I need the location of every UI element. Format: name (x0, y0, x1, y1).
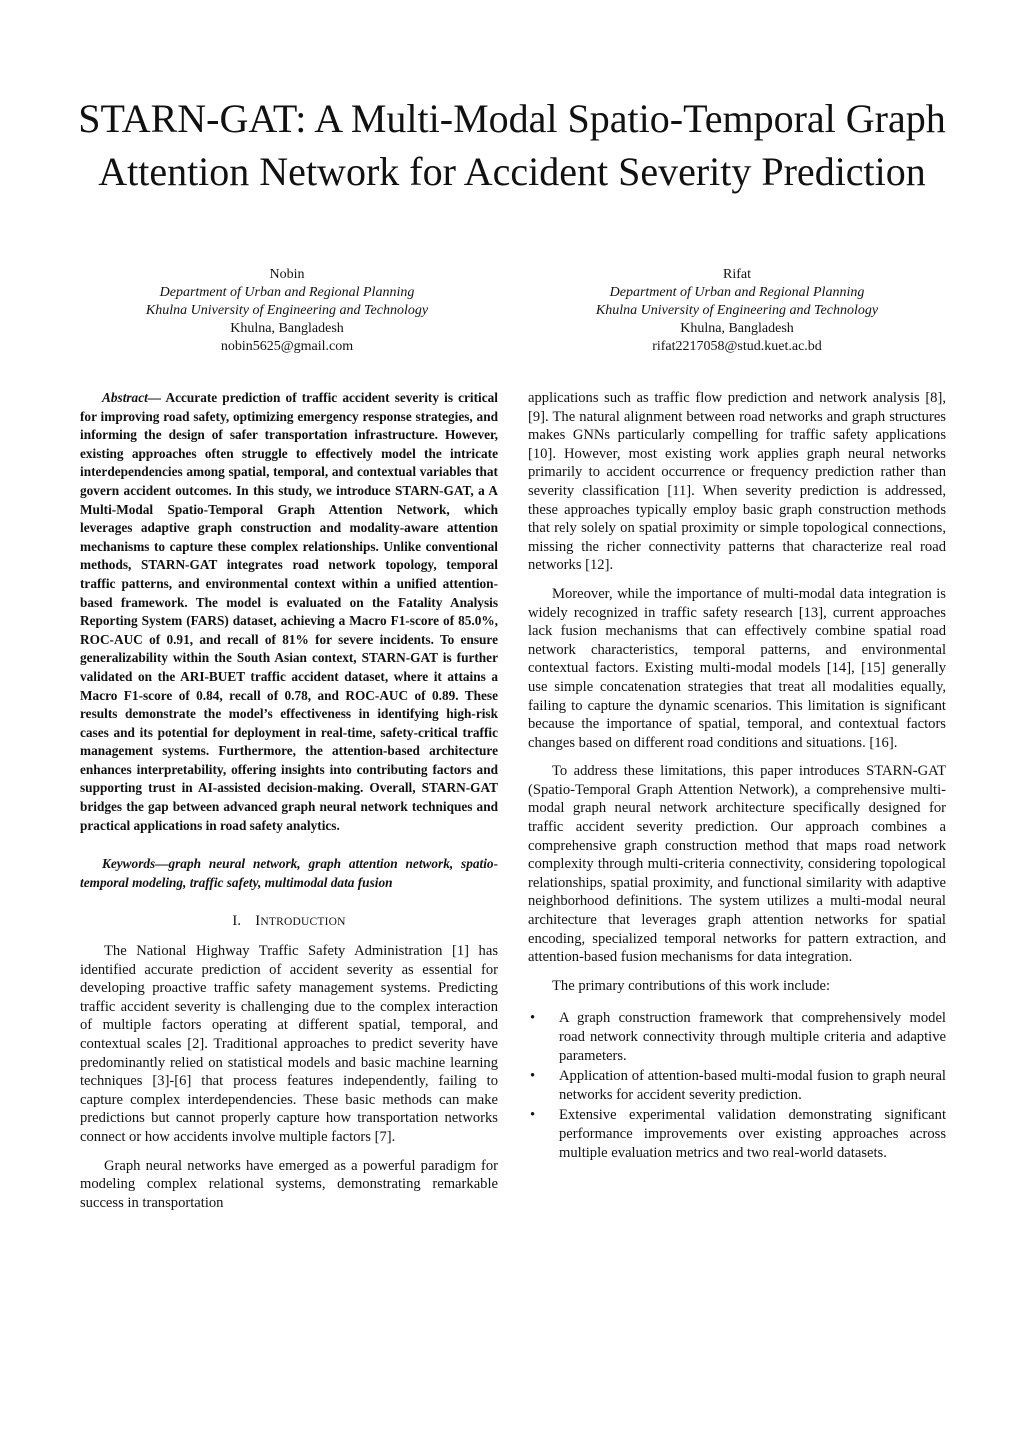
body-paragraph: Graph neural networks have emerged as a powerful paradigm for modeling complex relational systems, demonstrating remarkable success in transportation (80, 1157, 498, 1211)
author-location: Khulna, Bangladesh (680, 321, 794, 336)
abstract (80, 389, 498, 835)
author-email: rifat2217058@stud.kuet.ac.bd (652, 339, 822, 354)
author-university: Khulna University of Engineering and Technology (145, 303, 429, 318)
author-department: Department of Urban and Regional Planning (159, 285, 415, 300)
section-number: I. (232, 913, 242, 930)
body-paragraph: applications such as traffic flow prediction and network analysis [8], [9]. The natural alignment between road networks and graph structures makes GNNs particularly compelling for traffic safety applications [10]. However, most existing work applies graph neural networks primarily to accident occurrence or frequency prediction rather than severity classification [11]. When severity prediction is addressed, these approaches typically employ basic graph construction methods that rely solely on spatial proximity or simple topological connections, missing the richer connectivity patterns that characterize real road networks [12]. (528, 390, 946, 574)
author-block-2 (537, 266, 937, 356)
abstract-label: Abstract— (102, 390, 162, 405)
section-title-initial: I (255, 913, 261, 930)
list-item (528, 1009, 946, 1065)
body-paragraph: The National Highway Traffic Safety Administration [1] has identified accurate prediction of accident severity as essential for developing proactive traffic safety management systems. Predicting traffic accident severity is challenging due to the complex interaction of multiple factors operating at different spatial, temporal, and contextual scales [2]. Traditional approaches to predict severity have predominantly relied on statistical models and basic machine learning techniques [3]-[6] that process features independently, failing to capture complex interdependencies. These basic methods can make predictions but cannot properly capture how transportation networks connect or how accidents involve multiple factors [7]. (80, 943, 498, 1145)
contributions-list (528, 1009, 946, 1162)
abstract-text: Accurate prediction of traffic accident severity is critical for improving road safety, optimizing emergency response strategies, and informing the design of safer transportation infrastructure. However, existing approaches often struggle to effectively model the intricate interdependencies among spatial, temporal, and contextual variables that govern accident outcomes. In this study, we introduce STARN-GAT, a A Multi-Modal Spatio-Temporal Graph Attention Network, which leverages adaptive graph construction and modality-aware attention mechanisms to capture these complex relationships. Unlike conventional methods, STARN-GAT integrates road network topology, temporal traffic patterns, and environmental context within a unified attention-based framework. The model is evaluated on the Fatality Analysis Reporting System (FARS) dataset, achieving a Macro F1-score of 85.0%, ROC-AUC of 0.91, and recall of 81% for severe incidents. To ensure generalizability within the South Asian context, STARN-GAT is further validated on the ARI-BUET traffic accident dataset, where it attains a Macro F1-score of 0.84, recall of 0.78, and ROC-AUC of 0.89. These results demonstrate the model’s effectiveness in identifying high-risk cases and its potential for deployment in real-time, safety-critical traffic management systems. Furthermore, the attention-based architecture enhances interpretability, offering insights into contributing factors and supporting trust in AI-assisted decision-making. Overall, STARN-GAT bridges the gap between advanced graph neural network techniques and practical applications in road safety analytics. (80, 390, 498, 833)
author-name: Nobin (269, 267, 305, 282)
paper-title: STARN-GAT: A Multi-Modal Spatio-Temporal Graph Attention Network for Accident Severity Prediction (78, 96, 946, 194)
section-heading-introduction (80, 912, 498, 932)
list-item (528, 1067, 946, 1104)
bullet-icon: • (530, 1068, 536, 1085)
author-university: Khulna University of Engineering and Technology (595, 303, 879, 318)
section-title-rest: NTRODUCTION (260, 916, 346, 929)
list-item-text: A graph construction framework that comprehensively model road network connectivity through multiple criteria and adaptive parameters. (559, 1010, 946, 1064)
list-item-text: Application of attention-based multi-modal fusion to graph neural networks for accident severity prediction. (559, 1068, 946, 1103)
author-department: Department of Urban and Regional Planning (609, 285, 865, 300)
author-email: nobin5625@gmail.com (220, 339, 354, 354)
left-column (80, 389, 498, 1212)
body-paragraph: To address these limitations, this paper introduces STARN-GAT (Spatio-Temporal Graph Attention Network), a comprehensive multi-modal graph neural network architecture specifically designed for traffic accident severity prediction. Our approach combines a comprehensive graph construction method that maps road network complexity through multi-criteria connectivity, considering topological relationships, spatial proximity, and functional similarity with adaptive neighborhood definitions. The system utilizes a multi-modal neural architecture that leverages graph attention networks for spatial encoding, specialized temporal networks for pattern extraction, and attention-based fusion mechanisms for data integration. (528, 763, 946, 966)
right-column (528, 389, 946, 1164)
body-paragraph: The primary contributions of this work include: (552, 977, 831, 994)
list-item (528, 1106, 946, 1162)
author-location: Khulna, Bangladesh (230, 321, 344, 336)
list-item-text: Extensive experimental validation demonstrating significant performance improvements over existing approaches across multiple evaluation metrics and two real-world datasets. (559, 1107, 946, 1161)
bullet-icon: • (530, 1010, 536, 1027)
bullet-icon: • (530, 1107, 536, 1124)
keywords: Keywords—graph neural network, graph attention network, spatio-temporal modeling, traffic safety, multimodal data fusion (80, 856, 498, 890)
author-name: Rifat (723, 267, 751, 282)
author-block-1 (87, 266, 487, 356)
body-paragraph: Moreover, while the importance of multi-modal data integration is widely recognized in traffic safety research [13], current approaches lack fusion mechanisms that can effectively combine spatial road network characteristics, temporal patterns, and environmental contextual factors. Existing multi-modal models [14], [15] generally use simple concatenation strategies that treat all modalities equally, failing to capture the dynamic scenarios. This limitation is significant because the importance of spatial, temporal, and contextual factors changes based on different road conditions and situations. [16]. (528, 585, 946, 751)
